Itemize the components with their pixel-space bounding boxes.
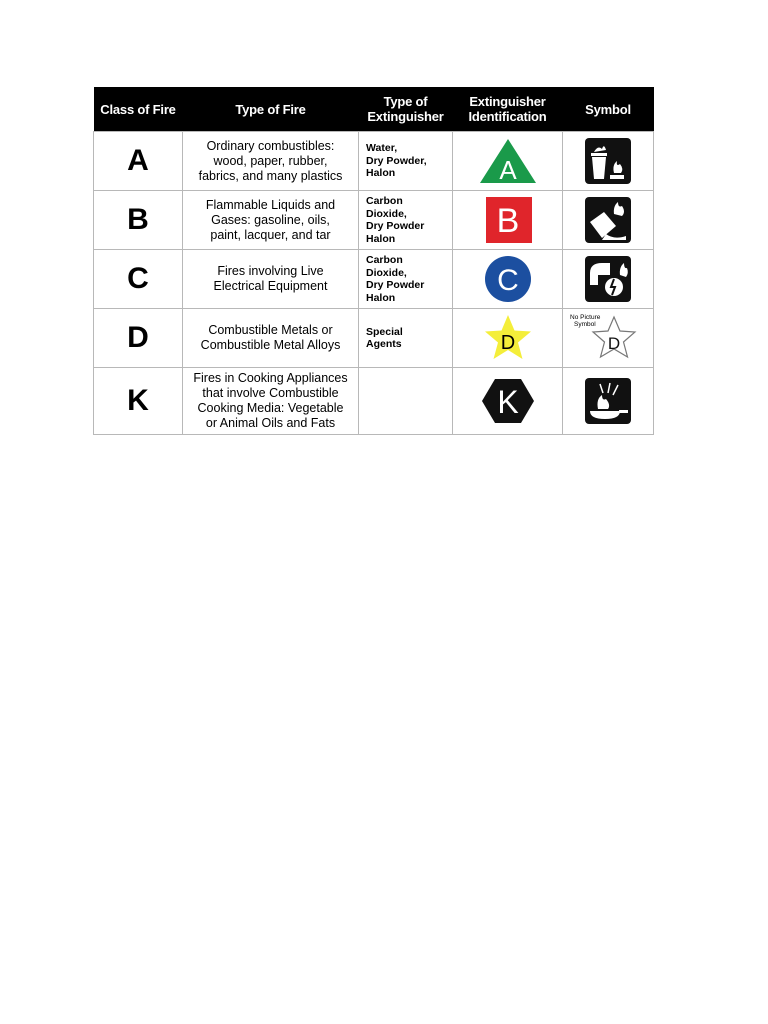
type-of-fire-line: Gases: gasoline, oils, bbox=[211, 212, 330, 227]
class-letter: C bbox=[94, 250, 183, 309]
extinguisher-line: Special bbox=[366, 325, 403, 338]
extinguisher-line: Carbon bbox=[366, 195, 403, 207]
symbol-note-line: Symbol bbox=[574, 321, 596, 328]
class-letter: K bbox=[94, 368, 183, 435]
table-row bbox=[94, 191, 654, 250]
header-row bbox=[94, 87, 654, 132]
symbol-letter: D bbox=[607, 334, 621, 353]
type-of-fire-line: Electrical Equipment bbox=[213, 279, 328, 293]
extinguisher-identification-cell bbox=[453, 368, 563, 435]
type-of-fire-line: wood, paper, rubber, bbox=[213, 153, 328, 168]
symbol-cell bbox=[563, 368, 654, 435]
class-b-identification-icon bbox=[478, 194, 538, 246]
type-of-fire-line: Fires involving Live bbox=[217, 264, 324, 278]
type-of-fire-line: Combustible Metals or bbox=[208, 323, 333, 337]
identification-letter: A bbox=[498, 155, 517, 185]
extinguisher-line: Carbon bbox=[366, 254, 403, 266]
extinguisher-identification-cell bbox=[453, 132, 563, 191]
type-of-fire-line: Combustible Metal Alloys bbox=[200, 338, 341, 352]
fire-class-table bbox=[93, 87, 654, 435]
class-c-identification-icon bbox=[478, 253, 538, 305]
extinguisher-line: Dioxide, bbox=[366, 207, 407, 220]
header-type-of-fire: Type of Fire bbox=[183, 87, 359, 132]
type-of-fire-cell bbox=[183, 191, 359, 250]
cooking-fire-icon bbox=[584, 377, 632, 425]
class-letter: D bbox=[94, 309, 183, 368]
header-class-of-fire: Class of Fire bbox=[94, 87, 183, 132]
type-of-fire-line: or Animal Oils and Fats bbox=[205, 416, 336, 430]
header-type-of-extinguisher bbox=[359, 87, 453, 132]
table-row bbox=[94, 368, 654, 435]
extinguisher-identification-cell bbox=[453, 250, 563, 309]
header-line: Type of bbox=[383, 94, 428, 109]
extinguisher-line: Dry Powder bbox=[366, 279, 425, 291]
header-line: Identification bbox=[468, 109, 547, 124]
identification-letter: D bbox=[500, 332, 515, 354]
trash-fire-icon bbox=[584, 137, 632, 185]
electrical-fire-icon bbox=[584, 255, 632, 303]
symbol-cell bbox=[563, 250, 654, 309]
identification-letter: C bbox=[496, 264, 519, 297]
extinguisher-identification-cell bbox=[453, 191, 563, 250]
class-letter: B bbox=[94, 191, 183, 250]
type-of-fire-line: Fires in Cooking Appliances bbox=[193, 371, 348, 385]
class-k-identification-icon bbox=[478, 375, 538, 427]
type-of-fire-line: Flammable Liquids and bbox=[205, 197, 336, 212]
extinguisher-line: Halon bbox=[366, 167, 396, 180]
header-line: Extinguisher bbox=[367, 109, 444, 124]
extinguisher-line: Dioxide, bbox=[366, 266, 407, 279]
type-of-fire-line: that involve Combustible bbox=[202, 386, 339, 400]
class-letter: A bbox=[94, 132, 183, 191]
extinguisher-line: Dry Powder, bbox=[366, 154, 427, 167]
type-of-extinguisher-cell bbox=[359, 250, 453, 309]
extinguisher-line: Water, bbox=[366, 142, 398, 155]
no-picture-star-icon bbox=[568, 311, 648, 365]
symbol-cell bbox=[563, 132, 654, 191]
identification-letter: B bbox=[496, 202, 519, 240]
type-of-extinguisher-cell bbox=[359, 191, 453, 250]
extinguisher-line: Agents bbox=[366, 338, 402, 350]
extinguisher-identification-cell bbox=[453, 309, 563, 368]
symbol-note-line: No Picture bbox=[570, 314, 601, 321]
header-symbol: Symbol bbox=[563, 87, 654, 132]
header-line: Extinguisher bbox=[469, 94, 546, 109]
type-of-fire-line: Cooking Media: Vegetable bbox=[197, 401, 344, 415]
table-row bbox=[94, 132, 654, 191]
identification-letter: K bbox=[496, 384, 519, 420]
type-of-extinguisher-cell bbox=[359, 309, 453, 368]
header-extinguisher-identification bbox=[453, 87, 563, 132]
type-of-fire-cell bbox=[183, 250, 359, 309]
type-of-extinguisher-cell bbox=[359, 368, 453, 435]
extinguisher-line: Halon bbox=[366, 232, 396, 245]
symbol-cell bbox=[563, 309, 654, 368]
liquid-fire-icon bbox=[584, 196, 632, 244]
type-of-fire-cell bbox=[183, 132, 359, 191]
type-of-fire-line: paint, lacquer, and tar bbox=[210, 227, 331, 242]
table-row bbox=[94, 309, 654, 368]
table-row bbox=[94, 250, 654, 309]
class-a-identification-icon bbox=[478, 135, 538, 187]
type-of-fire-line: fabrics, and many plastics bbox=[198, 168, 343, 183]
type-of-fire-cell bbox=[183, 309, 359, 368]
extinguisher-line: Halon bbox=[366, 291, 396, 304]
class-d-identification-icon bbox=[478, 312, 538, 364]
type-of-fire-line: Ordinary combustibles: bbox=[206, 138, 335, 153]
type-of-fire-cell bbox=[183, 368, 359, 435]
type-of-extinguisher-cell bbox=[359, 132, 453, 191]
extinguisher-line: Dry Powder bbox=[366, 220, 425, 232]
symbol-cell bbox=[563, 191, 654, 250]
